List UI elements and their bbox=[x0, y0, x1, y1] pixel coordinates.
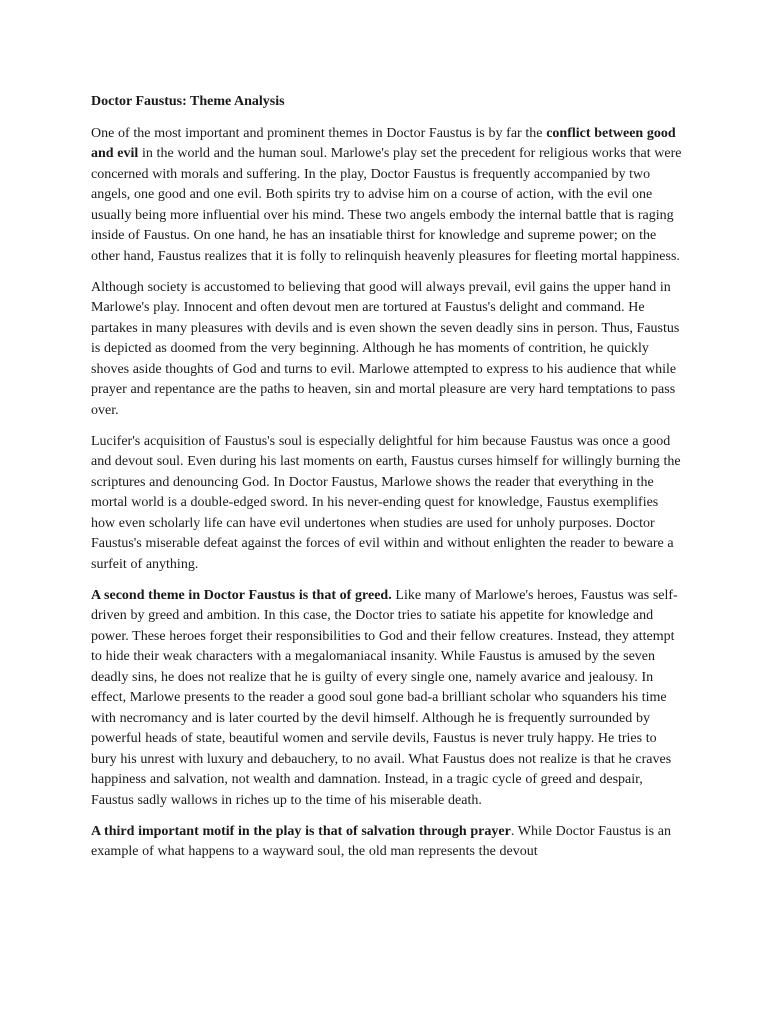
paragraph-4 bbox=[91, 586, 683, 812]
paragraph-4-emphasis: A second theme in Doctor Faustus is that of greed. bbox=[91, 587, 392, 603]
paragraph-5-emphasis: A third important motif in the play is that of salvation through prayer bbox=[91, 823, 511, 839]
paragraph-1 bbox=[91, 124, 683, 268]
document-page bbox=[91, 92, 683, 873]
paragraph-4-body: Like many of Marlowe's heroes, Faustus was self-driven by greed and ambition. In this case, the Doctor tries to satiate his appetite for knowledge and power. These heroes forget their responsibilities to God and their fellow creatures. Instead, they attempt to hide their weak characters with a megalomaniacal insanity. While Faustus is amused by the seven deadly sins, he does not realize that he is guilty of every single one, namely avarice and jealousy. In effect, Marlowe presents to the reader a good soul gone bad-a brilliant scholar who squanders his time with necromancy and is later courted by the devil himself. Although he is frequently surrounded by powerful heads of state, beautiful women and servile devils, Faustus is never truly happy. He tries to bury his unrest with luxury and debauchery, to no avail. What Faustus does not realize is that he craves happiness and salvation, not wealth and damnation. Instead, in a tragic cycle of greed and despair, Faustus sadly wallows in riches up to the time of his miserable death. bbox=[91, 587, 678, 808]
paragraph-1-emphasis: conflict between good and evil bbox=[91, 125, 676, 161]
paragraph-5-body: . While Doctor Faustus is an example of what happens to a wayward soul, the old man represents the devout bbox=[91, 823, 671, 859]
paragraph-1-body: in the world and the human soul. Marlowe's play set the precedent for religious works that were concerned with morals and suffering. In the play, Doctor Faustus is frequently accompanied by two angels, one good and one evil. Both spirits try to advise him on a course of action, with the evil one usually being more influential over his mind. These two angels embody the internal battle that is raging inside of Faustus. On one hand, he has an insatiable thirst for knowledge and supreme power; on the other hand, Faustus realizes that it is folly to relinquish heavenly pleasures for fleeting mortal happiness. bbox=[91, 146, 682, 264]
paragraph-2: Although society is accustomed to believing that good will always prevail, evil gains the upper hand in Marlowe's play. Innocent and often devout men are tortured at Faustus's delight and command. He partakes in many pleasures with devils and is even shown the seven deadly sins in person. Thus, Faustus is depicted as doomed from the very beginning. Although he has moments of contrition, he quickly shoves aside thoughts of God and turns to evil. Marlowe attempted to express to his audience that while prayer and repentance are the paths to heaven, sin and mortal pleasure are very hard temptations to pass over. bbox=[91, 279, 680, 418]
paragraph-5 bbox=[91, 822, 683, 863]
paragraph-3: Lucifer's acquisition of Faustus's soul is especially delightful for him because Faustus was once a good and devout soul. Even during his last moments on earth, Faustus curses himself for willingly burning the scriptures and denouncing God. In Doctor Faustus, Marlowe shows the reader that everything in the mortal world is a double-edged sword. In his never-ending quest for knowledge, Faustus exemplifies how even scholarly life can have evil undertones when studies are used for unholy purposes. Doctor Faustus's miserable defeat against the forces of evil within and without enlighten the reader to beware a surfeit of anything. bbox=[91, 433, 681, 572]
paragraph-1-intro: One of the most important and prominent themes in Doctor Faustus is by far the bbox=[91, 125, 547, 141]
document-title: Doctor Faustus: Theme Analysis bbox=[91, 94, 285, 109]
